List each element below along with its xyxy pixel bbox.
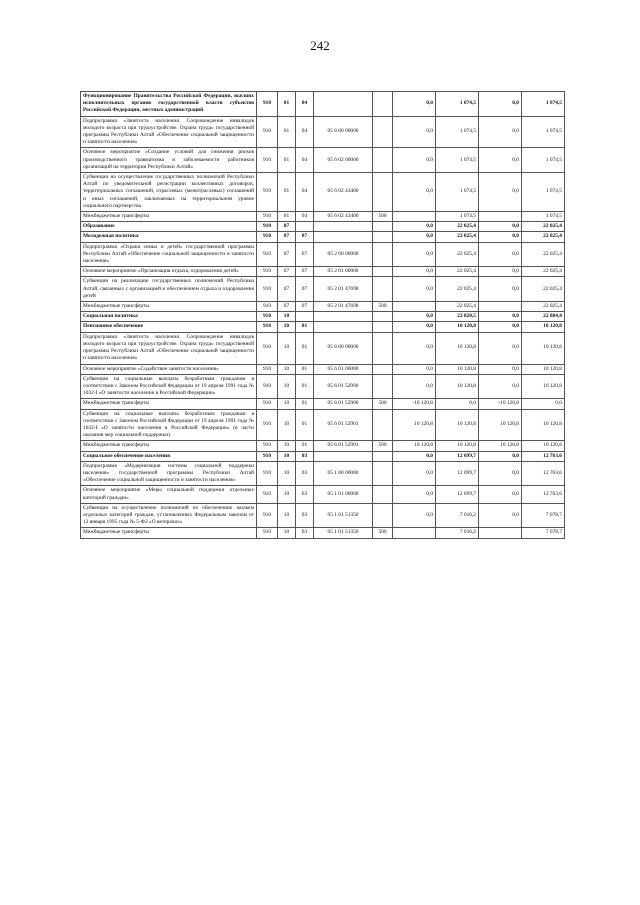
table-row bbox=[81, 322, 565, 332]
expense-type-code bbox=[373, 92, 393, 117]
amount-change-2: 0,0 bbox=[479, 486, 522, 503]
row-name: Подпрограмма «Модернизация системы социальной поддержки населения» государственной программы Республики Алтай «Обеспечение социальной защищенности и занятости населения» bbox=[81, 461, 257, 486]
amount-change-1: 0,0 bbox=[393, 92, 436, 117]
target-article-code: 05 6 02 00000 bbox=[314, 148, 373, 173]
section-code: 07 bbox=[278, 277, 296, 302]
subsection-code: 04 bbox=[296, 212, 314, 222]
amount-total-1: 22 025,4 bbox=[436, 232, 479, 242]
amount-total-1: 10 120,8 bbox=[436, 409, 479, 441]
section-code: 07 bbox=[278, 232, 296, 242]
table-row bbox=[81, 277, 565, 302]
amount-change-1: -10 120,8 bbox=[393, 399, 436, 409]
section-code: 01 bbox=[278, 173, 296, 212]
section-code: 10 bbox=[278, 322, 296, 332]
table-row bbox=[81, 222, 565, 232]
expense-type-code: 500 bbox=[373, 441, 393, 451]
ministry-code: 910 bbox=[257, 222, 278, 232]
amount-change-2: 0,0 bbox=[479, 222, 522, 232]
amount-change-2: 10 120,8 bbox=[479, 441, 522, 451]
expense-type-code bbox=[373, 322, 393, 332]
expense-type-code bbox=[373, 116, 393, 148]
amount-change-2: 0,0 bbox=[479, 173, 522, 212]
expense-type-code: 500 bbox=[373, 528, 393, 538]
section-code: 10 bbox=[278, 409, 296, 441]
table-row bbox=[81, 451, 565, 461]
ministry-code: 910 bbox=[257, 92, 278, 117]
amount-total-1: 10 120,8 bbox=[436, 374, 479, 399]
row-name: Пенсионное обеспечение bbox=[81, 322, 257, 332]
ministry-code: 910 bbox=[257, 212, 278, 222]
section-code: 01 bbox=[278, 212, 296, 222]
amount-total-1: 10 120,8 bbox=[436, 441, 479, 451]
amount-total-2: 22 025,4 bbox=[522, 222, 565, 232]
expense-type-code bbox=[373, 232, 393, 242]
target-article-code: 05 2 01 00000 bbox=[314, 267, 373, 277]
amount-total-1: 1 074,5 bbox=[436, 173, 479, 212]
section-code: 07 bbox=[278, 222, 296, 232]
subsection-code: 01 bbox=[296, 374, 314, 399]
ministry-code: 910 bbox=[257, 312, 278, 322]
expense-type-code bbox=[373, 277, 393, 302]
expense-type-code bbox=[373, 267, 393, 277]
amount-total-2: 7 078,7 bbox=[522, 528, 565, 538]
target-article-code: 05 6 01 52900 bbox=[314, 374, 373, 399]
amount-change-2: 0,0 bbox=[479, 116, 522, 148]
target-article-code: 05 2 01 47698 bbox=[314, 302, 373, 312]
amount-total-2: 22 025,4 bbox=[522, 232, 565, 242]
table-row bbox=[81, 374, 565, 399]
amount-change-2 bbox=[479, 528, 522, 538]
subsection-code: 01 bbox=[296, 322, 314, 332]
target-article-code: 05 6 00 00000 bbox=[314, 116, 373, 148]
target-article-code bbox=[314, 322, 373, 332]
ministry-code: 910 bbox=[257, 528, 278, 538]
expense-type-code bbox=[373, 503, 393, 528]
row-name: Субвенция на социальные выплаты безработным гражданам в соответствии с Законом Российской Федерации от 19 апреля 1991 года № 1032-I «О занятости населения в Российской Федерации» bbox=[81, 374, 257, 399]
amount-total-1: 1 074,5 bbox=[436, 148, 479, 173]
row-name: Основное мероприятие «Содействие занятости населения» bbox=[81, 364, 257, 374]
target-article-code bbox=[314, 312, 373, 322]
section-code: 07 bbox=[278, 242, 296, 267]
ministry-code: 910 bbox=[257, 277, 278, 302]
row-name: Субвенции на реализацию государственных полномочий Республики Алтай, связанных с организацией и обеспечением отдыха и оздоровления детей bbox=[81, 277, 257, 302]
subsection-code: 07 bbox=[296, 267, 314, 277]
amount-total-1: 10 120,8 bbox=[436, 322, 479, 332]
amount-change-1: 0,0 bbox=[393, 267, 436, 277]
ministry-code: 910 bbox=[257, 322, 278, 332]
section-code: 10 bbox=[278, 461, 296, 486]
amount-change-1: 0,0 bbox=[393, 116, 436, 148]
ministry-code: 910 bbox=[257, 267, 278, 277]
amount-total-2: 10 120,8 bbox=[522, 364, 565, 374]
subsection-code: 07 bbox=[296, 277, 314, 302]
target-article-code: 05 1 01 51350 bbox=[314, 528, 373, 538]
amount-total-1: 7 016,2 bbox=[436, 528, 479, 538]
ministry-code: 910 bbox=[257, 302, 278, 312]
ministry-code: 910 bbox=[257, 461, 278, 486]
amount-change-2: 0,0 bbox=[479, 312, 522, 322]
ministry-code: 910 bbox=[257, 116, 278, 148]
row-name: Межбюджетные трансферты bbox=[81, 441, 257, 451]
amount-change-2 bbox=[479, 302, 522, 312]
amount-change-2: 0,0 bbox=[479, 374, 522, 399]
amount-total-1: 22 025,4 bbox=[436, 222, 479, 232]
row-name: Основное мероприятие «Меры социальной поддержки отдельных категорий граждан» bbox=[81, 486, 257, 503]
amount-change-1: 0,0 bbox=[393, 322, 436, 332]
expense-type-code bbox=[373, 332, 393, 364]
amount-change-2: -10 120,8 bbox=[479, 399, 522, 409]
row-name: Основное мероприятие «Организация отдыха, оздоровления детей» bbox=[81, 267, 257, 277]
amount-total-1: 1 074,5 bbox=[436, 212, 479, 222]
section-code: 10 bbox=[278, 451, 296, 461]
amount-total-1: 7 016,2 bbox=[436, 503, 479, 528]
amount-total-1: 22 025,4 bbox=[436, 242, 479, 267]
row-name: Подпрограмма «Охрана семьи и детей» государственной программы Республики Алтай «Обеспечение социальной защищенности и занятости населения» bbox=[81, 242, 257, 267]
row-name: Межбюджетные трансферты bbox=[81, 212, 257, 222]
table-row bbox=[81, 92, 565, 117]
section-code: 10 bbox=[278, 312, 296, 322]
amount-change-2: 0,0 bbox=[479, 503, 522, 528]
row-name: Субвенции на осуществление полномочий по обеспечению жильем отдельных категорий граждан, установленных Федеральным законом от 12 января 1995 года № 5-ФЗ «О ветеранах» bbox=[81, 503, 257, 528]
amount-total-1: 22 025,4 bbox=[436, 277, 479, 302]
ministry-code: 910 bbox=[257, 503, 278, 528]
subsection-code: 01 bbox=[296, 332, 314, 364]
expense-type-code bbox=[373, 409, 393, 441]
expense-type-code bbox=[373, 242, 393, 267]
row-name: Субвенции на осуществление государственных полномочий Республики Алтай по уведомительной регистрации коллективных договоров, территориальных соглашений, отраслевых (межотраслевых) соглашений и иных соглашений, заключаемых на территориальном уровне социального партнерства bbox=[81, 173, 257, 212]
target-article-code: 05 2 01 47698 bbox=[314, 277, 373, 302]
amount-change-2: 0,0 bbox=[479, 242, 522, 267]
subsection-code bbox=[296, 222, 314, 232]
amount-change-1: 0,0 bbox=[393, 277, 436, 302]
amount-total-1: 0,0 bbox=[436, 399, 479, 409]
ministry-code: 910 bbox=[257, 332, 278, 364]
table-row bbox=[81, 528, 565, 538]
section-code: 10 bbox=[278, 374, 296, 399]
expense-type-code: 500 bbox=[373, 302, 393, 312]
table-row bbox=[81, 503, 565, 528]
amount-change-1: 10 120,8 bbox=[393, 441, 436, 451]
amount-total-2: 10 120,8 bbox=[522, 332, 565, 364]
table-row bbox=[81, 173, 565, 212]
ministry-code: 910 bbox=[257, 148, 278, 173]
section-code: 10 bbox=[278, 364, 296, 374]
table-row bbox=[81, 267, 565, 277]
amount-total-2: 12 763,6 bbox=[522, 461, 565, 486]
amount-change-1: 0,0 bbox=[393, 173, 436, 212]
section-code: 07 bbox=[278, 302, 296, 312]
table-row bbox=[81, 302, 565, 312]
subsection-code: 03 bbox=[296, 528, 314, 538]
amount-total-2: 22 025,4 bbox=[522, 267, 565, 277]
amount-total-2: 10 120,8 bbox=[522, 374, 565, 399]
amount-total-2: 22 025,4 bbox=[522, 302, 565, 312]
row-name: Подпрограмма «Занятость населения. Сопровождение инвалидов молодого возраста при трудоустройстве. Охрана труда» государственной программы Республики Алтай «Обеспечение социальной защищенности и занятости населения» bbox=[81, 332, 257, 364]
amount-total-2: 10 120,8 bbox=[522, 322, 565, 332]
amount-change-2: 10 120,8 bbox=[479, 409, 522, 441]
amount-change-1: 0,0 bbox=[393, 242, 436, 267]
amount-total-1: 22 025,4 bbox=[436, 302, 479, 312]
amount-change-2: 0,0 bbox=[479, 232, 522, 242]
amount-change-2: 0,0 bbox=[479, 332, 522, 364]
section-code: 10 bbox=[278, 528, 296, 538]
target-article-code bbox=[314, 451, 373, 461]
amount-change-1: 0,0 bbox=[393, 374, 436, 399]
amount-change-2: 0,0 bbox=[479, 92, 522, 117]
budget-table bbox=[80, 91, 565, 539]
target-article-code: 05 6 00 00000 bbox=[314, 332, 373, 364]
row-name: Молодежная политика bbox=[81, 232, 257, 242]
row-name: Межбюджетные трансферты bbox=[81, 302, 257, 312]
table-row bbox=[81, 242, 565, 267]
section-code: 01 bbox=[278, 92, 296, 117]
amount-change-1: 0,0 bbox=[393, 148, 436, 173]
amount-change-2: 0,0 bbox=[479, 267, 522, 277]
target-article-code bbox=[314, 92, 373, 117]
section-code: 07 bbox=[278, 267, 296, 277]
amount-total-2: 1 074,5 bbox=[522, 92, 565, 117]
row-name: Социальное обеспечение населения bbox=[81, 451, 257, 461]
amount-change-1 bbox=[393, 528, 436, 538]
target-article-code: 05 2 00 00000 bbox=[314, 242, 373, 267]
expense-type-code bbox=[373, 312, 393, 322]
subsection-code: 03 bbox=[296, 486, 314, 503]
subsection-code: 01 bbox=[296, 409, 314, 441]
table-row bbox=[81, 486, 565, 503]
expense-type-code: 500 bbox=[373, 212, 393, 222]
subsection-code: 07 bbox=[296, 232, 314, 242]
expense-type-code bbox=[373, 173, 393, 212]
table-row bbox=[81, 332, 565, 364]
subsection-code: 01 bbox=[296, 364, 314, 374]
amount-change-2: 0,0 bbox=[479, 364, 522, 374]
amount-change-1: 0,0 bbox=[393, 503, 436, 528]
subsection-code bbox=[296, 312, 314, 322]
target-article-code bbox=[314, 232, 373, 242]
table-row bbox=[81, 212, 565, 222]
subsection-code: 01 bbox=[296, 441, 314, 451]
target-article-code: 05 6 01 00000 bbox=[314, 364, 373, 374]
amount-change-1: 0,0 bbox=[393, 222, 436, 232]
expense-type-code bbox=[373, 148, 393, 173]
table-row bbox=[81, 441, 565, 451]
expense-type-code bbox=[373, 461, 393, 486]
amount-total-1: 1 074,5 bbox=[436, 92, 479, 117]
amount-total-2: 22 884,4 bbox=[522, 312, 565, 322]
expense-type-code bbox=[373, 222, 393, 232]
amount-change-1 bbox=[393, 212, 436, 222]
row-name: Подпрограмма «Занятость населения. Сопровождение инвалидов молодого возраста при трудоустройстве. Охрана труда» государственной программы Республики Алтай «Обеспечение социальной защищенности и занятости населения» bbox=[81, 116, 257, 148]
amount-change-2: 0,0 bbox=[479, 322, 522, 332]
target-article-code: 05 6 02 43400 bbox=[314, 212, 373, 222]
target-article-code: 05 6 02 43400 bbox=[314, 173, 373, 212]
amount-total-1: 22 820,5 bbox=[436, 312, 479, 322]
ministry-code: 910 bbox=[257, 364, 278, 374]
target-article-code: 05 1 01 00000 bbox=[314, 486, 373, 503]
subsection-code: 04 bbox=[296, 116, 314, 148]
target-article-code: 05 6 01 52901 bbox=[314, 441, 373, 451]
amount-total-1: 12 699,7 bbox=[436, 451, 479, 461]
amount-total-1: 12 699,7 bbox=[436, 486, 479, 503]
amount-change-1: 0,0 bbox=[393, 232, 436, 242]
ministry-code: 910 bbox=[257, 409, 278, 441]
ministry-code: 910 bbox=[257, 232, 278, 242]
expense-type-code bbox=[373, 451, 393, 461]
amount-change-1: 0,0 bbox=[393, 461, 436, 486]
row-name: Межбюджетные трансферты bbox=[81, 528, 257, 538]
table-row bbox=[81, 399, 565, 409]
subsection-code: 01 bbox=[296, 399, 314, 409]
row-name: Основное мероприятие «Создание условий для снижения рисков производственного травматизма и заболеваемости работников организаций на территории Республики Алтай» bbox=[81, 148, 257, 173]
section-code: 10 bbox=[278, 399, 296, 409]
subsection-code: 04 bbox=[296, 148, 314, 173]
amount-change-2: 0,0 bbox=[479, 148, 522, 173]
ministry-code: 910 bbox=[257, 374, 278, 399]
target-article-code: 05 1 01 51350 bbox=[314, 503, 373, 528]
amount-change-2: 0,0 bbox=[479, 461, 522, 486]
subsection-code: 07 bbox=[296, 302, 314, 312]
ministry-code: 910 bbox=[257, 173, 278, 212]
expense-type-code bbox=[373, 364, 393, 374]
subsection-code: 07 bbox=[296, 242, 314, 267]
ministry-code: 910 bbox=[257, 441, 278, 451]
table-row bbox=[81, 364, 565, 374]
amount-total-2: 12 763,6 bbox=[522, 486, 565, 503]
page-number: 242 bbox=[310, 38, 330, 53]
amount-total-2: 10 120,8 bbox=[522, 409, 565, 441]
ministry-code: 910 bbox=[257, 399, 278, 409]
table-row bbox=[81, 148, 565, 173]
table-row bbox=[81, 409, 565, 441]
table-row bbox=[81, 232, 565, 242]
target-article-code: 05 6 01 52900 bbox=[314, 399, 373, 409]
expense-type-code bbox=[373, 374, 393, 399]
amount-total-1: 10 120,8 bbox=[436, 364, 479, 374]
amount-change-1: 0,0 bbox=[393, 312, 436, 322]
row-name: Межбюджетные трансферты bbox=[81, 399, 257, 409]
amount-total-2: 22 025,4 bbox=[522, 277, 565, 302]
amount-total-2: 1 074,5 bbox=[522, 173, 565, 212]
table-row bbox=[81, 461, 565, 486]
ministry-code: 910 bbox=[257, 486, 278, 503]
subsection-code: 03 bbox=[296, 451, 314, 461]
amount-change-2: 0,0 bbox=[479, 451, 522, 461]
amount-total-2: 22 025,4 bbox=[522, 242, 565, 267]
target-article-code: 05 1 00 00000 bbox=[314, 461, 373, 486]
table-row bbox=[81, 116, 565, 148]
amount-change-1: 10 120,8 bbox=[393, 409, 436, 441]
amount-total-2: 1 074,5 bbox=[522, 212, 565, 222]
row-name: Социальная политика bbox=[81, 312, 257, 322]
ministry-code: 910 bbox=[257, 451, 278, 461]
amount-change-2: 0,0 bbox=[479, 277, 522, 302]
target-article-code bbox=[314, 222, 373, 232]
row-name: Субвенции на социальные выплаты безработным гражданам в соответствии с Законом Российской Федерации от 19 апреля 1991 года № 1032-I «О занятости населения в Российской Федерации» (в части оказания мер социальной поддержки) bbox=[81, 409, 257, 441]
amount-total-1: 1 074,5 bbox=[436, 116, 479, 148]
amount-change-1: 0,0 bbox=[393, 364, 436, 374]
amount-change-1 bbox=[393, 302, 436, 312]
subsection-code: 04 bbox=[296, 92, 314, 117]
subsection-code: 04 bbox=[296, 173, 314, 212]
target-article-code: 05 6 01 52901 bbox=[314, 409, 373, 441]
row-name: Функционирование Правительства Российской Федерации, высших исполнительных органов государственной власти субъектов Российской Федерации, местных администраций bbox=[81, 92, 257, 117]
amount-total-1: 10 120,8 bbox=[436, 332, 479, 364]
section-code: 10 bbox=[278, 486, 296, 503]
section-code: 10 bbox=[278, 441, 296, 451]
amount-change-1: 0,0 bbox=[393, 332, 436, 364]
amount-total-1: 22 025,4 bbox=[436, 267, 479, 277]
amount-total-2: 12 763,6 bbox=[522, 451, 565, 461]
amount-total-2: 0,0 bbox=[522, 399, 565, 409]
section-code: 01 bbox=[278, 148, 296, 173]
ministry-code: 910 bbox=[257, 242, 278, 267]
section-code: 01 bbox=[278, 116, 296, 148]
amount-change-2 bbox=[479, 212, 522, 222]
table-row bbox=[81, 312, 565, 322]
subsection-code: 03 bbox=[296, 461, 314, 486]
subsection-code: 03 bbox=[296, 503, 314, 528]
expense-type-code bbox=[373, 486, 393, 503]
row-name: Образование bbox=[81, 222, 257, 232]
amount-change-1: 0,0 bbox=[393, 451, 436, 461]
amount-total-2: 1 074,5 bbox=[522, 116, 565, 148]
amount-change-1: 0,0 bbox=[393, 486, 436, 503]
amount-total-2: 7 078,7 bbox=[522, 503, 565, 528]
section-code: 10 bbox=[278, 503, 296, 528]
amount-total-2: 1 074,5 bbox=[522, 148, 565, 173]
amount-total-1: 12 699,7 bbox=[436, 461, 479, 486]
section-code: 10 bbox=[278, 332, 296, 364]
amount-total-2: 10 120,8 bbox=[522, 441, 565, 451]
expense-type-code: 500 bbox=[373, 399, 393, 409]
